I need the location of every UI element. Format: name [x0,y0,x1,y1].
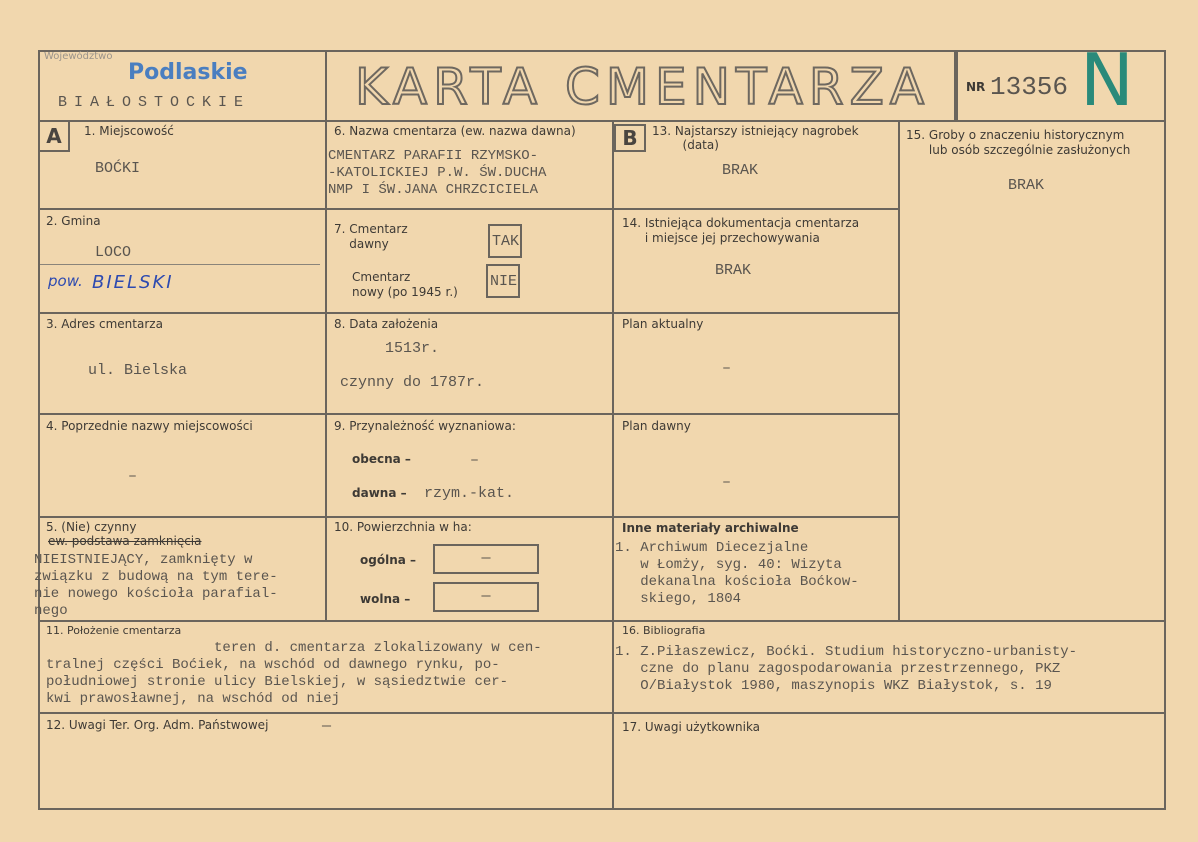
f16-value: 1. Z.Piłaszewicz, Boćki. Studium historyczno-urbanisty- czne do planu zagospodarowania przestrzennego, PKZ O/Białystok 1980, maszynopis WKZ Białystok, s. 19 [615,644,1078,694]
f9-former-value: rzym.-kat. [424,485,515,502]
f9-current-label: obecna – [352,452,411,466]
f9-former-label: dawna – [352,486,407,500]
cell-1 [38,120,327,210]
f3-label: 3. Adres cmentarza [46,317,163,331]
f10-total-label: ogólna – [360,553,417,567]
card-title: KARTA CMENTARZA [355,58,931,116]
region-value: BIAŁOSTOCKIE [58,94,251,111]
f2-label: 2. Gmina [46,214,101,228]
f8-label: 8. Data założenia [334,317,439,331]
f6-value: CMENTARZ PARAFII RZYMSKO- -KATOLICKIEJ P.W. ŚW.DUCHA NMP I ŚW.JANA CHRZCICIELA [328,148,547,198]
f11-label: 11. Położenie cmentarza [46,624,182,637]
divider [40,264,320,265]
new-cemetery-checkbox: NIE [486,264,520,298]
free-area-box: — [433,582,539,612]
plan-now-value: – [722,360,732,377]
f9-label: 9. Przynależność wyznaniowa: [334,419,516,433]
other-value: 1. Archiwum Diecezjalne w Łomży, syg. 40: Wizyta dekanalna kościoła Boćkow- skiego, 1804 [615,540,859,607]
f10-free-label: wolna – [360,592,411,606]
plan-old-label: Plan dawny [622,419,691,433]
nr-value: 13356 [990,72,1069,102]
f15-label: 15. Groby o znaczeniu historycznym lub osób szczególnie zasłużonych [906,128,1131,157]
section-b-badge: B [614,124,646,152]
podlaskie-stamp: Podlaskie [128,60,248,85]
f12-label: 12. Uwagi Ter. Org. Adm. Państwowej [46,718,269,732]
pow-prefix: pow. [48,272,83,290]
f10-label: 10. Powierzchnia w ha: [334,520,472,534]
f4-value: – [128,468,138,485]
f12-value: — [322,718,332,735]
cell-15 [898,120,1166,622]
f4-label: 4. Poprzednie nazwy miejscowości [46,419,253,433]
f9-current-value: – [470,452,480,469]
total-area-box: — [433,544,539,574]
f8-active: czynny do 1787r. [340,374,485,391]
handwritten-mark: N [1080,38,1134,122]
f5-value: NIEISTNIEJĄCY, zamknięty w związku z budową na tym tere- nie nowego kościoła parafial- nego [34,552,278,619]
wojewodztwo-label: Województwo [44,51,113,62]
f1-value: BOĆKI [95,160,141,177]
plan-now-label: Plan aktualny [622,317,704,331]
f13-value: BRAK [722,162,759,179]
f8-value: 1513r. [385,340,440,357]
f17-label: 17. Uwagi użytkownika [622,720,761,734]
f7-new-label: Cmentarz nowy (po 1945 r.) [352,270,458,299]
nr-label: NR [966,80,986,94]
f1-label: 1. Miejscowość [84,124,174,138]
f14-value: BRAK [715,262,752,279]
pow-value: BIELSKI [92,272,174,293]
f7-old-label: 7. Cmentarz dawny [334,222,408,251]
f2-value: LOCO [95,244,132,261]
f15-value: BRAK [1008,177,1045,194]
plan-old-value: – [722,474,732,491]
f11-value: teren d. cmentarza zlokalizowany w cen- tralnej części Boćiek, na wschód od dawnego rynku, po- południowej stronie ulicy Bielskiej, w sąsiedztwie cer- kwi prawosławnej, na wschód od niej [46,640,542,707]
f5-label2: ew. podstawa zamknięcia [48,534,202,548]
f13-label: 13. Najstarszy istniejący nagrobek (data) [652,124,859,152]
f16-label: 16. Bibliografia [622,624,706,637]
f3-value: ul. Bielska [88,362,188,379]
other-label: Inne materiały archiwalne [622,521,799,535]
f5-label: 5. (Nie) czynny [46,520,137,534]
f6-label: 6. Nazwa cmentarza (ew. nazwa dawna) [334,124,576,138]
old-cemetery-checkbox: TAK [488,224,522,258]
section-a-badge: A [38,120,70,152]
f14-label: 14. Istniejąca dokumentacja cmentarza i miejsce jej przechowywania [622,216,860,245]
